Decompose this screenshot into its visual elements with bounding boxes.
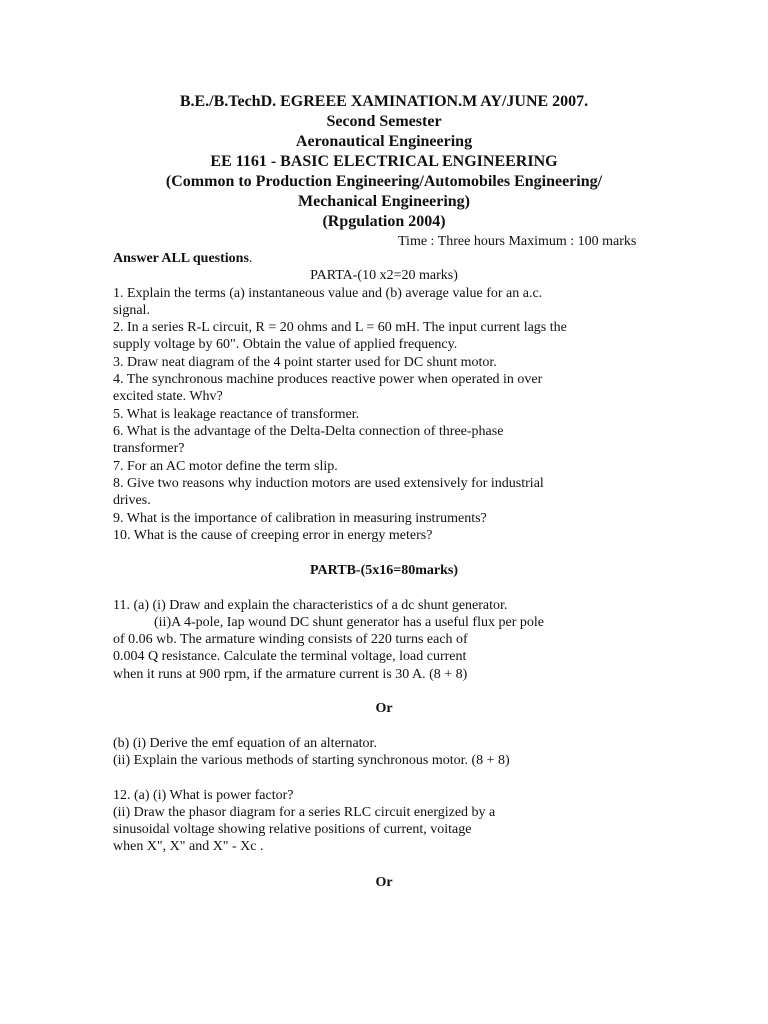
course-title: EE 1161 - BASIC ELECTRICAL ENGINEERING [210, 153, 558, 170]
part-a-line: 4. The synchronous machine produces reactive power when operated in over [113, 372, 543, 387]
or-separator: Or [375, 701, 393, 716]
q11b-line: (ii) Explain the various methods of starting synchronous motor. (8 + 8) [113, 753, 510, 768]
part-a-line: 7. For an AC motor define the term slip. [113, 459, 338, 474]
time-marks-line: Time : Three hours Maximum : 100 marks [398, 234, 637, 249]
part-a-line: transformer? [113, 441, 185, 456]
instruction-dot: . [248, 251, 253, 266]
part-a-line: 5. What is leakage reactance of transformer. [113, 407, 360, 422]
or-separator-2: Or [375, 875, 393, 890]
q11b-line: (b) (i) Derive the emf equation of an alternator. [113, 736, 377, 751]
q11a-line: when it runs at 900 rpm, if the armature current is 30 A. (8 + 8) [113, 667, 468, 682]
part-b-title: PARTB-(5x16=80marks) [310, 563, 458, 578]
q12a-line: 12. (a) (i) What is power factor? [113, 788, 294, 803]
part-a-line: supply voltage by 60". Obtain the value of applied frequency. [113, 337, 458, 352]
part-a-line: 9. What is the importance of calibration in measuring instruments? [113, 511, 487, 526]
q11a-line: 11. (a) (i) Draw and explain the characteristics of a dc shunt generator. [113, 598, 508, 613]
part-a-line: excited state. Whv? [113, 389, 223, 404]
part-a-line: 8. Give two reasons why induction motors are used extensively for industrial [113, 476, 544, 491]
q11a-line: (ii)A 4-pole, Iap wound DC shunt generator has a useful flux per pole [154, 615, 544, 630]
semester-line: Second Semester [326, 113, 442, 130]
q12a-line: (ii) Draw the phasor diagram for a series RLC circuit energized by a [113, 805, 496, 820]
q12a-line: sinusoidal voltage showing relative positions of current, voitage [113, 822, 472, 837]
part-a-line: drives. [113, 493, 151, 508]
instruction-text: Answer ALL questions [113, 251, 249, 266]
common-to-line: (Common to Production Engineering/Automobiles Engineering/ [165, 173, 603, 190]
part-a-line: 2. In a series R-L circuit, R = 20 ohms and L = 60 mH. The input current lags the [113, 320, 567, 335]
instruction-line [113, 250, 252, 267]
part-a-line: 6. What is the advantage of the Delta-Delta connection of three-phase [113, 424, 504, 439]
part-a-title: PARTA-(10 x2=20 marks) [310, 268, 458, 283]
q11a-line: of 0.06 wb. The armature winding consists of 220 turns each of [113, 632, 468, 647]
part-a-line: signal. [113, 303, 150, 318]
common-to-line-2: Mechanical Engineering) [298, 193, 470, 210]
q11a-line: 0.004 Q resistance. Calculate the terminal voltage, load current [113, 649, 467, 664]
part-a-line: 1. Explain the terms (a) instantaneous value and (b) average value for an a.c. [113, 286, 543, 301]
part-a-line: 3. Draw neat diagram of the 4 point starter used for DC shunt motor. [113, 355, 497, 370]
q12a-line: when X", X" and X" - Xc . [113, 839, 264, 854]
regulation-line: (Rpgulation 2004) [322, 213, 446, 230]
department-line: Aeronautical Engineering [295, 133, 473, 150]
exam-title: B.E./B.TechD. EGREEE XAMINATION.M AY/JUNE 2007. [179, 93, 589, 110]
part-a-line: 10. What is the cause of creeping error in energy meters? [113, 528, 433, 543]
